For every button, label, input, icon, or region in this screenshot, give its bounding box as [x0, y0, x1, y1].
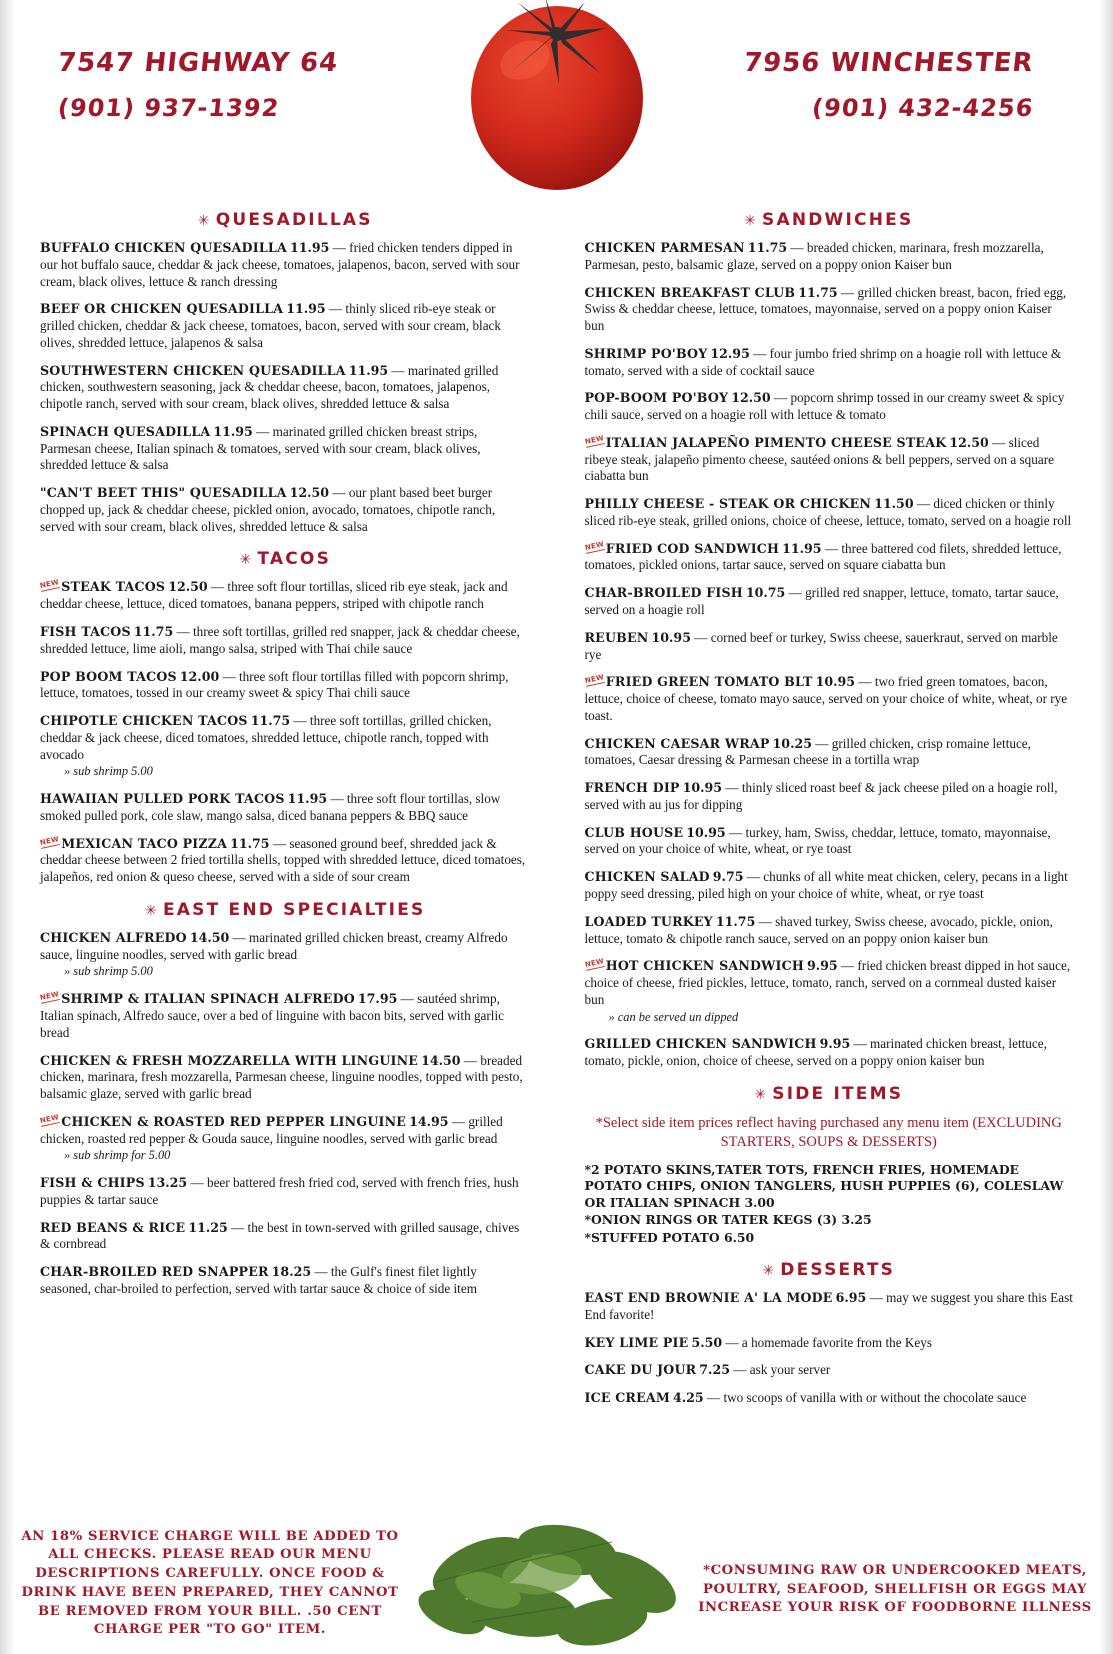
side-items-list — [585, 1162, 1074, 1247]
menu-item-price: 14.50 — [421, 1052, 461, 1068]
menu-item — [40, 1114, 531, 1164]
section-title-text: DESSERTS — [780, 1260, 896, 1281]
menu-item-description: grilled chicken, crisp romaine lettuce, tomatoes, Caesar dressing & Parmesan cheese in a tortilla wrap — [584, 735, 1031, 768]
section-title-quesadillas — [40, 210, 531, 230]
menu-item — [585, 496, 1074, 530]
footer-raw-food-warning: *CONSUMING RAW OR UNDERCOOKED MEATS, POULTRY, SEAFOOD, SHELLFISH OR EGGS MAY INCREASE YOUR RISK OF FOODBORNE ILLNESS — [698, 1562, 1092, 1616]
menu-item-dash: — — [703, 1390, 724, 1406]
new-badge-icon — [39, 579, 60, 592]
section-title-side-items — [585, 1084, 1074, 1104]
menu-item-name: EAST END BROWNIE A' LA MODE — [584, 1290, 833, 1306]
menu-item-price: 17.95 — [357, 991, 398, 1007]
menu-item-dash: — — [327, 791, 347, 807]
menu-item-price: 12.50 — [168, 579, 208, 595]
menu-item — [40, 713, 531, 780]
menu-item-name: POP-BOOM PO'BOY — [584, 390, 729, 406]
menu-item — [40, 363, 531, 413]
menu-item-price: 10.95 — [651, 629, 691, 645]
menu-item-name: POP BOOM TACOS — [40, 668, 177, 684]
menu-item-name: HOT CHICKEN SANDWICH — [605, 958, 804, 974]
menu-item-description: three battered cod filets, shredded lettuce, tomatoes, pickled onions, tartar sauce, served on square ciabatta bun — [584, 540, 1062, 573]
location-hwy64 — [58, 48, 338, 122]
menu-item-dash: — — [269, 835, 290, 851]
menu-item-description: the best in town-served with grilled sausage, chives & cornbread — [40, 1219, 520, 1252]
menu-item-dash: — — [219, 668, 239, 684]
menu-item-description: marinated grilled chicken breast strips, Parmesan cheese, Italian spinach & tomatoes, served with sour cream, black olives, shredded lettuce & salsa — [40, 423, 481, 473]
star-icon: ✳ — [145, 902, 159, 919]
menu-item-description: two fried green tomatoes, bacon, lettuce, choice of cheese, tomato mayo sauce, served on your choice of white, wheat, or rye toast. — [584, 674, 1068, 723]
menu-item-name: SHRIMP & ITALIAN SPINACH ALFREDO — [61, 991, 355, 1007]
menu-item-description: our plant based beet burger chopped up, jack & cheddar cheese, pickled onion, avocado, tomatoes, chipotle ranch, served with sour cream, black olives, shredded lettuce & salsa — [40, 485, 496, 534]
menu-item-price: 13.25 — [147, 1175, 188, 1191]
menu-item-name: BEEF OR CHICKEN QUESADILLA — [40, 301, 284, 317]
menu-item-name: ICE CREAM — [584, 1390, 670, 1406]
menu-item-dash: — — [913, 496, 934, 512]
menu-item-dash: — — [722, 780, 742, 796]
menu-item-name: CHICKEN PARMESAN — [584, 240, 745, 255]
menu-item-description: thinly sliced rib-eye steak or grilled chicken, cheddar & jack cheese, tomatoes, bacon, served with sour cream, black olives, shredded lettuce, jalapenos & salsa — [40, 301, 502, 350]
menu-item-description: three soft flour tortillas, slow smoked pulled pork, cole slaw, mango salsa, diced banana peppers & BBQ sauce — [40, 791, 501, 823]
menu-item-price: 9.95 — [819, 1036, 851, 1052]
basil-leaves-icon — [392, 1502, 722, 1652]
menu-item-price: 7.25 — [699, 1362, 730, 1378]
menu-item-price: 11.95 — [348, 362, 389, 378]
new-badge-icon — [39, 835, 60, 848]
menu-item — [40, 791, 531, 825]
menu-item-price: 11.75 — [250, 713, 291, 729]
menu-item — [40, 930, 531, 980]
menu-item-description: grilled chicken breast, bacon, fried egg, Swiss & cheddar cheese, lettuce, tomatoes, mayonnaise, served on a poppy onion Kaiser bun — [584, 284, 1067, 334]
menu-item-name: BUFFALO CHICKEN QUESADILLA — [40, 240, 287, 255]
new-badge-icon — [584, 957, 605, 970]
new-badge-icon — [39, 1113, 60, 1126]
menu-item-description: grilled red snapper, lettuce, tomato, tartar sauce, served on a hoagie roll — [584, 585, 1059, 618]
menu-item-name: SHRIMP PO'BOY — [584, 345, 708, 361]
menu-item — [40, 669, 531, 703]
menu-item-description: fried chicken breast dipped in hot sauce, choice of cheese, fried pickles, lettuce, tomato, ranch, served on a cornmeal dusted kaiser bun — [584, 958, 1071, 1007]
menu-item-price: 10.95 — [815, 674, 856, 690]
menu-item-price: 11.75 — [798, 284, 838, 300]
menu-item-name: FISH & CHIPS — [40, 1175, 145, 1191]
menu-item-dash: — — [329, 240, 350, 255]
menu-item-name: HAWAIIAN PULLED PORK TACOS — [40, 791, 285, 807]
menu-item-description: three soft tortillas, grilled chicken, cheddar & jack cheese, diced tomatoes, shredded lettuce, chipotle ranch, topped with avocado — [40, 713, 492, 762]
star-icon: ✳ — [754, 1086, 769, 1103]
menu-item-name: LOADED TURKEY — [584, 913, 713, 929]
menu-item-description: two scoops of vanilla with or without the chocolate sauce — [723, 1390, 1027, 1406]
menu-item — [585, 869, 1074, 903]
menu-item — [585, 541, 1074, 575]
menu-item-price: 12.50 — [289, 485, 330, 501]
menu-item-price: 14.95 — [409, 1113, 449, 1129]
menu-item-description: thinly sliced roast beef & jack cheese piled on a hoagie roll, served with au jus for dipping — [584, 780, 1058, 812]
menu-item-dash: — — [811, 735, 832, 751]
menu-item-description: sliced ribeye steak, jalapeño pimento cheese, sautéed onions & bell peppers, served on a square ciabatta bun — [584, 434, 1054, 484]
menu-item — [40, 1264, 531, 1298]
menu-item-dash: — — [290, 713, 310, 729]
location-phone: (901) 937-1392 — [56, 94, 281, 122]
side-items-note: *Select side item prices reflect having purchased any menu item (EXCLUDING STARTERS, SOUPS & DESSERTS) — [595, 1114, 1062, 1150]
menu-item-description: four jumbo fried shrimp on a hoagie roll with lettuce & tomato, served with a side of cocktail sauce — [584, 345, 1062, 378]
menu-item-price: 10.95 — [682, 780, 723, 796]
new-badge-label: NEW — [583, 433, 605, 446]
menu-item-name: CHIPOTLE CHICKEN TACOS — [40, 713, 248, 729]
menu-item-price: 12.50 — [731, 390, 771, 406]
menu-item-price: 11.75 — [747, 240, 788, 255]
menu-item-price: 11.95 — [287, 791, 328, 807]
menu-item — [585, 780, 1074, 814]
menu-item-description: fried chicken tenders dipped in our hot buffalo sauce, cheddar & jack cheese, tomatoes, jalapenos, bacon, served with sour cream, black olives, lettuce & ranch dressing — [40, 240, 520, 289]
new-badge-icon — [39, 990, 60, 1003]
menu-item — [40, 1053, 531, 1103]
menu-item-price: 12.00 — [179, 668, 220, 684]
menu-item — [40, 836, 531, 886]
menu-item-dash: — — [785, 585, 806, 601]
menu-item — [585, 285, 1074, 335]
menu-item-price: 10.75 — [745, 585, 786, 601]
menu-item-price: 4.25 — [673, 1390, 704, 1406]
menu-item-description: shaved turkey, Swiss cheese, avocado, pickle, onion, lettuce, tomato & chipotle ranch sauce, served on an poppy onion kaiser bun — [584, 913, 1053, 946]
new-badge-icon — [584, 673, 605, 686]
menu-item-description: grilled chicken, roasted red pepper & Gouda sauce, linguine noodles, served with garlic bread — [40, 1113, 503, 1146]
menu-item-description: three soft flour tortillas, sliced rib eye steak, jack and cheddar cheese, lettuce, diced tomatoes, banana peppers, striped with chipotle ranch — [40, 579, 508, 612]
menu-item-dash: — — [207, 579, 228, 595]
new-badge-icon — [584, 434, 605, 447]
menu-item-name: "CAN'T BEET THIS" QUESADILLA — [40, 485, 287, 501]
menu-item-price: 18.25 — [271, 1264, 312, 1280]
menu-item-description: diced chicken or thinly sliced rib-eye steak, grilled onions, choice of cheese, lettuce, tomato, served on a hoagie roll — [584, 496, 1072, 528]
menu-item — [585, 435, 1074, 485]
new-badge-label: NEW — [583, 539, 605, 552]
menu-item — [585, 958, 1074, 1025]
menu-item-dash: — — [755, 913, 776, 929]
menu-item-dash: — — [866, 1290, 887, 1306]
menu-item-dash: — — [787, 240, 807, 255]
menu-item — [585, 1362, 1074, 1379]
new-badge-label: NEW — [39, 990, 60, 1003]
menu-item-description: the Gulf's finest filet lightly seasoned, char-broiled to perfection, served with tartar sauce & choice of side item — [40, 1264, 477, 1296]
location-address: 7956 WINCHESTER — [742, 48, 1035, 78]
menu-item — [585, 914, 1074, 948]
menu-item — [585, 825, 1074, 859]
menu-item-name: KEY LIME PIE — [584, 1334, 689, 1350]
section-title-text: QUESADILLAS — [215, 210, 373, 230]
menu-item-name: MEXICAN TACO PIZZA — [61, 835, 228, 851]
section-title-text: EAST END SPECIALTIES — [162, 899, 426, 920]
menu-item-name: SPINACH QUESADILLA — [40, 423, 211, 439]
new-badge-label: NEW — [583, 957, 605, 970]
menu-item-dash: — — [329, 485, 349, 501]
menu-item-description: three soft tortillas, grilled red snapper, jack & cheddar cheese, shredded lettuce, lime aioli, mango salsa, striped with Thai chile sauce — [40, 624, 520, 656]
menu-item-description: marinated grilled chicken breast, creamy Alfredo sauce, linguine noodles, served with garlic bread — [40, 929, 508, 962]
menu-item-description: seasoned ground beef, shredded jack & cheddar cheese between 2 fried tortilla shells, topped with shredded lettuce, diced tomatoes, jalapeños, red onion & queso cheese, served with a side of sour cream — [40, 835, 526, 885]
side-item-line: *2 POTATO SKINS,TATER TOTS, FRENCH FRIES, HOMEMADE POTATO CHIPS, ONION TANGLERS, HUSH PUPPIES (6), COLESLAW OR ITALIAN SPINACH 3.00 — [584, 1161, 1064, 1210]
menu-item-price: 12.50 — [949, 434, 989, 450]
menu-item-name: CHICKEN & FRESH MOZZARELLA WITH LINGUINE — [40, 1052, 419, 1068]
menu-item-price: 12.95 — [710, 345, 750, 361]
footer-service-charge-note: AN 18% SERVICE CHARGE WILL BE ADDED TO ALL CHECKS. PLEASE READ OUR MENU DESCRIPTIONS CAREFULLY. ONCE FOOD & DRINK HAVE BEEN PREPARED, THEY CANNOT BE REMOVED FROM YOUR BILL. .50 CENT CHARGE PER "TO GO" ITEM. — [21, 1528, 399, 1638]
menu-item-description: ask your server — [749, 1362, 831, 1378]
menu-item-price: 11.95 — [286, 301, 326, 317]
menu-item-name: FRIED COD SANDWICH — [605, 540, 780, 556]
menu-item-name: CLUB HOUSE — [584, 824, 684, 840]
menu-item-name: CHICKEN CAESAR WRAP — [584, 735, 770, 751]
section-title-east-end-specialties — [40, 900, 531, 920]
menu-item-dash: — — [722, 1334, 742, 1350]
menu-item-dash: — — [855, 674, 875, 690]
section-title-desserts — [585, 1260, 1074, 1280]
menu-item-dash: — — [311, 1264, 331, 1280]
menu-item-dash: — — [227, 1219, 248, 1235]
menu-item-price: 10.95 — [686, 824, 726, 840]
menu-item-sub-option: » sub shrimp for 5.00 — [64, 1148, 171, 1163]
menu-item-price: 6.95 — [835, 1290, 867, 1306]
side-item-line: *STUFFED POTATO 6.50 — [584, 1229, 755, 1245]
menu-item-dash: — — [388, 362, 408, 378]
location-winchester — [744, 48, 1033, 122]
star-icon: ✳ — [239, 552, 254, 569]
menu-item-price: 5.50 — [691, 1334, 723, 1350]
menu-item-name: CHAR-BROILED RED SNAPPER — [40, 1264, 269, 1280]
menu-item-name: GRILLED CHICKEN SANDWICH — [584, 1036, 817, 1052]
menu-item — [585, 1036, 1074, 1070]
menu-item-name: ITALIAN JALAPEÑO PIMENTO CHEESE STEAK — [605, 434, 947, 450]
menu-item-dash: — — [850, 1036, 871, 1052]
menu-item-sub-option: » can be served un dipped — [608, 1009, 739, 1024]
star-icon: ✳ — [762, 1263, 777, 1280]
menu-item-name: STEAK TACOS — [61, 579, 166, 595]
menu-item-name: RED BEANS & RICE — [40, 1219, 186, 1235]
menu-item — [585, 390, 1074, 424]
menu-item-name: CHAR-BROILED FISH — [584, 585, 743, 601]
location-phone: (901) 432-4256 — [810, 94, 1035, 122]
menu-item-dash: — — [229, 929, 250, 945]
menu-item-dash: — — [448, 1113, 469, 1129]
menu-item-price: 9.75 — [712, 869, 744, 885]
menu-columns — [0, 196, 1113, 1418]
menu-item-name: FISH TACOS — [40, 624, 131, 640]
menu-item-dash: — — [690, 629, 711, 645]
menu-item-description: popcorn shrimp tossed in our creamy sweet & spicy chili sauce, served on a hoagie roll with lettuce & tomato — [584, 390, 1065, 423]
menu-item-dash: — — [729, 1362, 750, 1378]
menu-item-name: CHICKEN BREAKFAST CLUB — [584, 284, 796, 300]
menu-item — [40, 579, 531, 613]
menu-item-price: 14.50 — [189, 929, 230, 945]
menu-item-dash: — — [837, 284, 858, 300]
menu-item-price: 11.95 — [289, 240, 330, 255]
menu-item-price: 11.75 — [230, 835, 270, 851]
menu-item — [40, 240, 531, 290]
menu-item-description: turkey, ham, Swiss, cheddar, lettuce, tomato, mayonnaise, served on your choice of white, wheat, or rye toast — [584, 824, 1051, 857]
menu-item-price: 11.25 — [188, 1219, 228, 1235]
menu-item — [585, 1335, 1074, 1352]
menu-item-price: 11.95 — [213, 423, 253, 439]
menu-item-name: REUBEN — [584, 629, 649, 645]
menu-item-name: FRENCH DIP — [584, 780, 680, 796]
menu-item-dash: — — [821, 540, 842, 556]
menu-column-left — [40, 196, 557, 1418]
menu-item-description: sautéed shrimp, Italian spinach, Alfredo sauce, over a bed of linguine with bacon bits, served with garlic bread — [40, 991, 504, 1040]
menu-item-price: 11.50 — [874, 496, 914, 512]
menu-item-description: beer battered fresh fried cod, served with french fries, hush puppies & tartar sauce — [40, 1175, 519, 1207]
menu-item — [40, 991, 531, 1041]
new-badge-label: NEW — [39, 1112, 60, 1125]
menu-item-name: FRIED GREEN TOMATO BLT — [605, 674, 813, 690]
menu-item — [40, 485, 531, 535]
menu-item-name: CHICKEN ALFREDO — [40, 929, 187, 945]
section-title-text: SANDWICHES — [762, 210, 914, 230]
menu-item-sub-option: » sub shrimp 5.00 — [64, 964, 153, 979]
menu-item-dash: — — [325, 301, 346, 317]
side-item-line: *ONION RINGS OR TATER KEGS (3) 3.25 — [584, 1212, 872, 1228]
menu-item-description: corned beef or turkey, Swiss cheese, sauerkraut, served on marble rye — [584, 629, 1058, 662]
menu-item — [585, 736, 1074, 770]
section-title-text: TACOS — [257, 549, 332, 570]
new-badge-label: NEW — [39, 834, 60, 847]
menu-item-name: CHICKEN & ROASTED RED PEPPER LINGUINE — [61, 1113, 407, 1129]
new-badge-icon — [584, 540, 605, 553]
menu-item-description: may we suggest you share this East End favorite! — [584, 1290, 1073, 1322]
menu-item — [585, 630, 1074, 664]
menu-item — [40, 624, 531, 658]
menu-item-dash: — — [743, 869, 764, 885]
menu-item-name: SOUTHWESTERN CHICKEN QUESADILLA — [40, 362, 346, 378]
menu-item-dash: — — [725, 824, 746, 840]
menu-item — [585, 240, 1074, 274]
menu-item — [585, 585, 1074, 619]
menu-item-dash: — — [837, 958, 858, 974]
menu-item — [585, 1390, 1074, 1407]
star-icon: ✳ — [744, 213, 759, 229]
menu-item-name: PHILLY CHEESE - STEAK OR CHICKEN — [584, 496, 872, 512]
menu-item-dash: — — [770, 390, 791, 406]
menu-item-dash: — — [252, 423, 273, 439]
menu-item-sub-option: » sub shrimp 5.00 — [64, 764, 153, 779]
menu-item — [585, 346, 1074, 380]
menu-footer — [0, 1474, 1113, 1654]
menu-item-dash: — — [173, 624, 193, 640]
tomato-icon — [467, 0, 647, 193]
menu-item-description: marinated grilled chicken, southwestern seasoning, jack & cheddar cheese, bacon, tomatoes, jalapenos, chipotle ranch, served with sour cream, black olives, shredded lettuce & salsa — [40, 362, 499, 412]
menu-item-price: 11.95 — [782, 540, 822, 556]
menu-item — [40, 1220, 531, 1254]
menu-item — [585, 674, 1074, 724]
menu-item — [585, 1290, 1074, 1324]
menu-item-description: breaded chicken, marinara, fresh mozzarella, Parmesan, pesto, balsamic glaze, served on a poppy onion Kaiser bun — [584, 240, 1044, 272]
menu-item-price: 9.95 — [806, 958, 838, 974]
section-title-tacos — [40, 549, 531, 569]
menu-item-name: CHICKEN SALAD — [584, 869, 710, 885]
menu-item-description: breaded chicken, marinara, fresh mozzarella, Parmesan cheese, linguine noodles, topped with pesto, balsamic glaze, served with garlic bread — [40, 1052, 523, 1102]
menu-item — [40, 1175, 531, 1209]
menu-item-description: marinated chicken breast, lettuce, tomato, pickle, onion, choice of cheese, served on a poppy onion kaiser bun — [584, 1036, 1047, 1069]
menu-item-description: three soft flour tortillas filled with popcorn shrimp, lettuce, tomatoes, tossed in our creamy sweet & spicy Thai chili sauce — [40, 668, 509, 701]
section-title-text: SIDE ITEMS — [772, 1083, 904, 1104]
menu-item-dash: — — [397, 991, 418, 1007]
location-address: 7547 HIGHWAY 64 — [56, 48, 340, 78]
menu-item-description: chunks of all white meat chicken, celery, pecans in a light poppy seed dressing, piled high on your choice of white, wheat, or rye toast — [584, 869, 1068, 901]
new-badge-label: NEW — [39, 578, 60, 591]
menu-item-price: 10.25 — [772, 735, 812, 751]
menu-item-price: 11.75 — [133, 624, 174, 640]
menu-column-right — [557, 196, 1074, 1418]
menu-item — [40, 301, 531, 351]
section-title-sandwiches — [585, 210, 1074, 230]
menu-item-price: 11.75 — [715, 913, 756, 929]
menu-item-dash: — — [460, 1052, 481, 1068]
menu-item — [40, 424, 531, 474]
star-icon: ✳ — [197, 213, 212, 229]
menu-header — [0, 0, 1113, 200]
menu-item-dash: — — [187, 1175, 207, 1191]
menu-item-dash: — — [749, 345, 770, 361]
menu-item-description: a homemade favorite from the Keys — [741, 1334, 932, 1350]
menu-item-name: CAKE DU JOUR — [584, 1362, 697, 1378]
new-badge-label: NEW — [583, 673, 605, 686]
menu-item-dash: — — [988, 434, 1009, 450]
